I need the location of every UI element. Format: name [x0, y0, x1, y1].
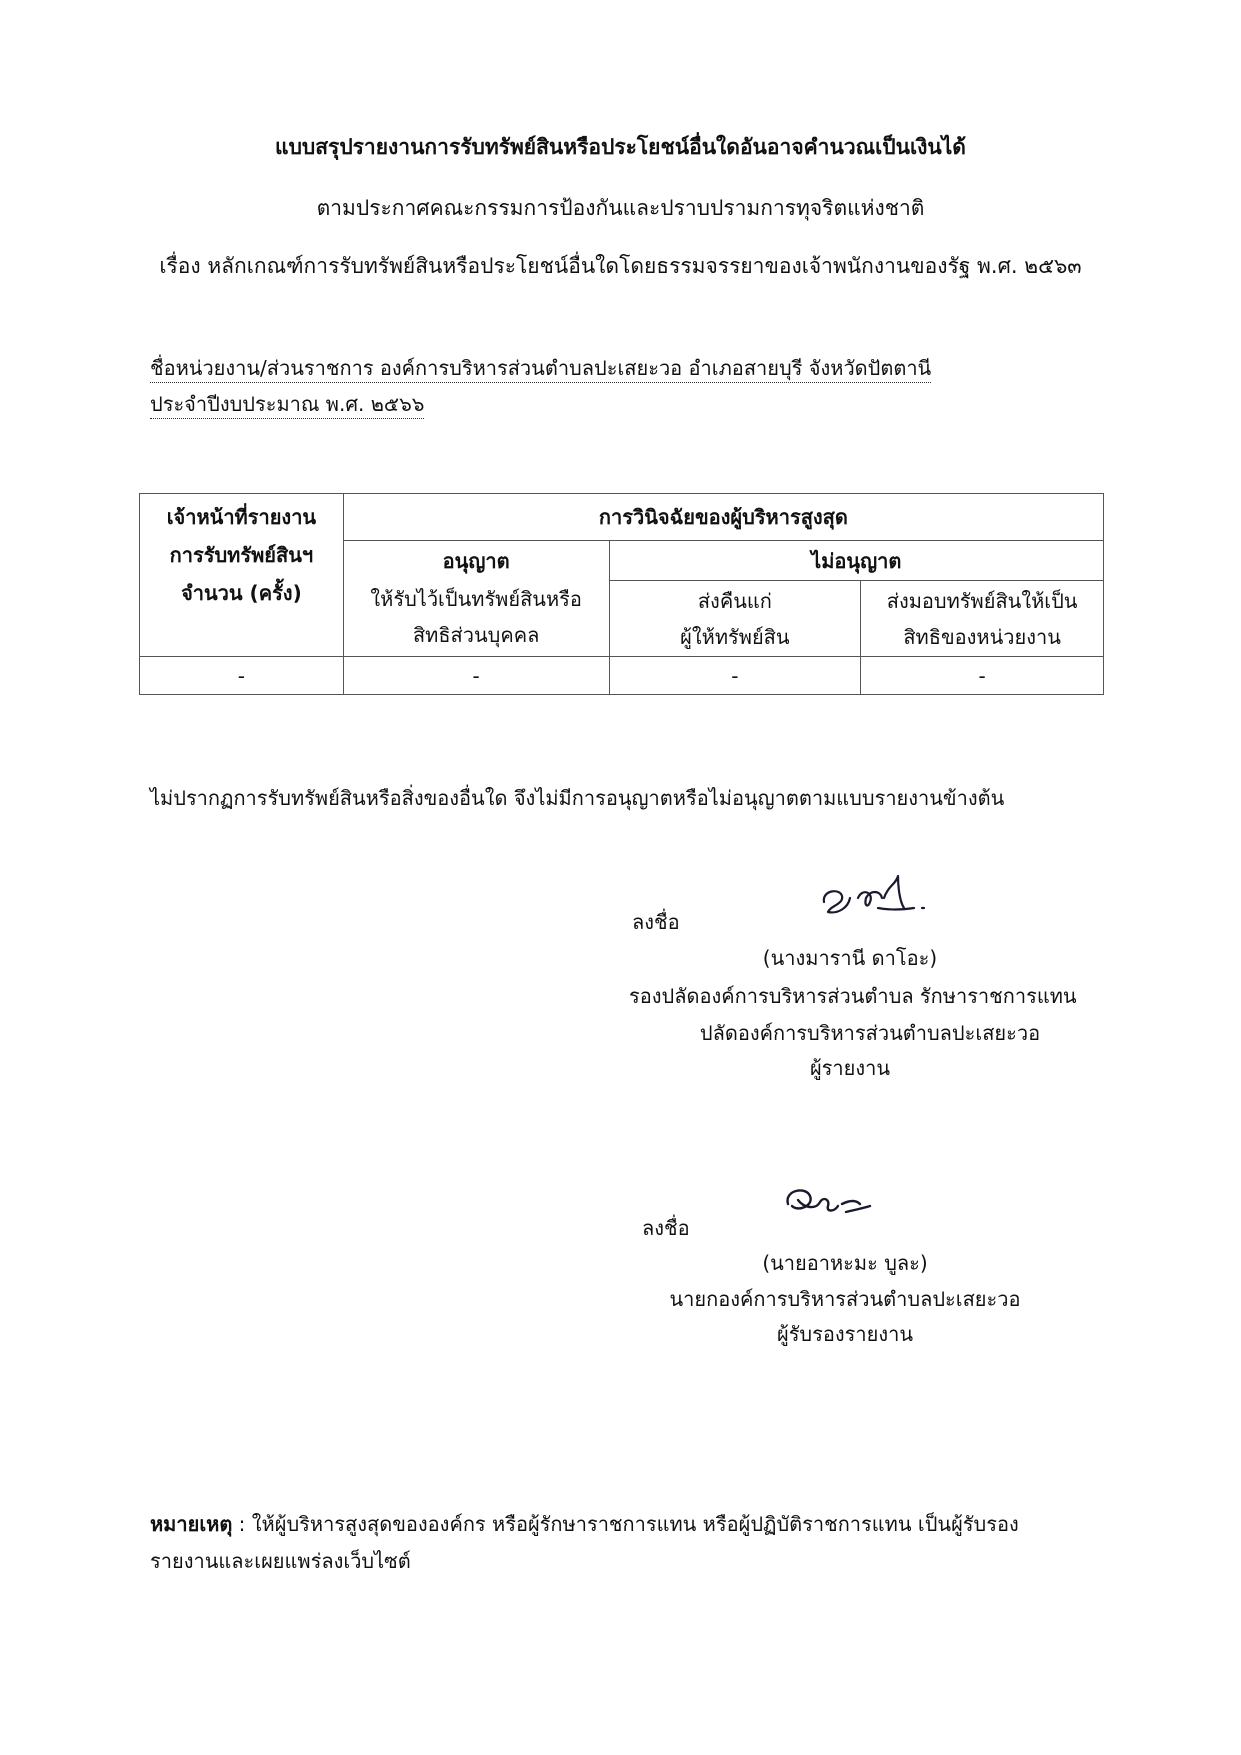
transfer-desc-line-1: ส่งมอบทรัพย์สินให้เป็น: [886, 588, 1078, 613]
return-desc-line-2: ผู้ให้ทรัพย์สิน: [680, 624, 790, 649]
allow-desc-line-2: สิทธิส่วนบุคคล: [412, 623, 540, 647]
document-subtitle-2: เรื่อง หลักเกณฑ์การรับทรัพย์สินหรือประโยชน์อื่นใดโดยธรรมจรรยาของเจ้าพนักงานของรัฐ พ.ศ. ๒๕๖๓: [159, 254, 1082, 278]
cell-reporter-count: -: [140, 657, 344, 695]
note-label: หมายเหตุ: [150, 1512, 233, 1536]
fiscal-year: ประจำปีงบประมาณ พ.ศ. ๒๕๖๖: [150, 392, 424, 419]
signature-1-name: (นางมารานี ดาโอะ): [762, 946, 938, 970]
cell-transfer: -: [861, 657, 1104, 695]
document-title: แบบสรุปรายงานการรับทรัพย์สินหรือประโยชน์อื่นใดอันอาจคำนวณเป็นเงินได้: [275, 135, 966, 159]
header-return: [609, 581, 861, 657]
signature-1-position-2: ปลัดองค์การบริหารส่วนตำบลปะเสยะวอ: [699, 1021, 1041, 1045]
report-table: [139, 493, 1104, 695]
allow-label: อนุญาต: [442, 549, 510, 573]
signature-1-handwriting: [818, 868, 938, 924]
header-reporter-line-2: การรับทรัพย์สินฯ: [169, 543, 314, 567]
signature-2-name: (นายอาหะมะ บูละ): [762, 1251, 928, 1275]
agency-name: ชื่อหน่วยงาน/ส่วนราชการ องค์การบริหารส่วนตำบลปะเสยะวอ อำเภอสายบุรี จังหวัดปัตตานี: [150, 356, 931, 383]
signature-1-role: ผู้รายงาน: [809, 1056, 891, 1080]
agency-line-1: [150, 352, 931, 384]
signature-1-position-1: รองปลัดองค์การบริหารส่วนตำบล รักษาราชการแทน: [629, 984, 1077, 1008]
header-reporter-line-1: เจ้าหน้าที่รายงาน: [166, 505, 317, 529]
note-text-2: รายงานและเผยแพร่ลงเว็บไซต์: [150, 1549, 411, 1573]
signature-2-position-1: นายกองค์การบริหารส่วนตำบลปะเสยะวอ: [669, 1287, 1021, 1311]
cell-allow: -: [343, 657, 609, 695]
document-subtitle-1: ตามประกาศคณะกรรมการป้องกันและปราบปรามการทุจริตแห่งชาติ: [316, 196, 925, 220]
header-deny: ไม่อนุญาต: [609, 541, 1104, 581]
header-transfer: [861, 581, 1104, 657]
signature-2-label: ลงชื่อ: [642, 1216, 690, 1240]
agency-line-2: [150, 388, 424, 420]
note-line-1: [150, 1508, 1019, 1540]
header-decision: การวินิจฉัยของผู้บริหารสูงสุด: [343, 494, 1103, 541]
return-desc-line-1: ส่งคืนแก่: [697, 588, 772, 613]
signature-1-label: ลงชื่อ: [632, 910, 680, 934]
statement-text: ไม่ปรากฏการรับทรัพย์สินหรือสิ่งของอื่นใด จึงไม่มีการอนุญาตหรือไม่อนุญาตตามแบบรายงานข้างต้น: [150, 786, 1005, 810]
table-row: [140, 657, 1104, 695]
header-allow: [343, 541, 609, 657]
signature-2-role: ผู้รับรองรายงาน: [776, 1322, 914, 1346]
header-reporter-line-3: จำนวน (ครั้ง): [181, 581, 302, 605]
note-text-1: : ให้ผู้บริหารสูงสุดขององค์กร หรือผู้รักษาราชการแทน หรือผู้ปฏิบัติราชการแทน เป็นผู้รับรอง: [232, 1512, 1019, 1536]
transfer-desc-line-2: สิทธิของหน่วยงาน: [903, 624, 1061, 649]
allow-desc-line-1: ให้รับไว้เป็นทรัพย์สินหรือ: [370, 587, 582, 611]
signature-2-handwriting: [780, 1178, 880, 1228]
cell-return: -: [609, 657, 861, 695]
header-reporter-count: [140, 494, 344, 657]
